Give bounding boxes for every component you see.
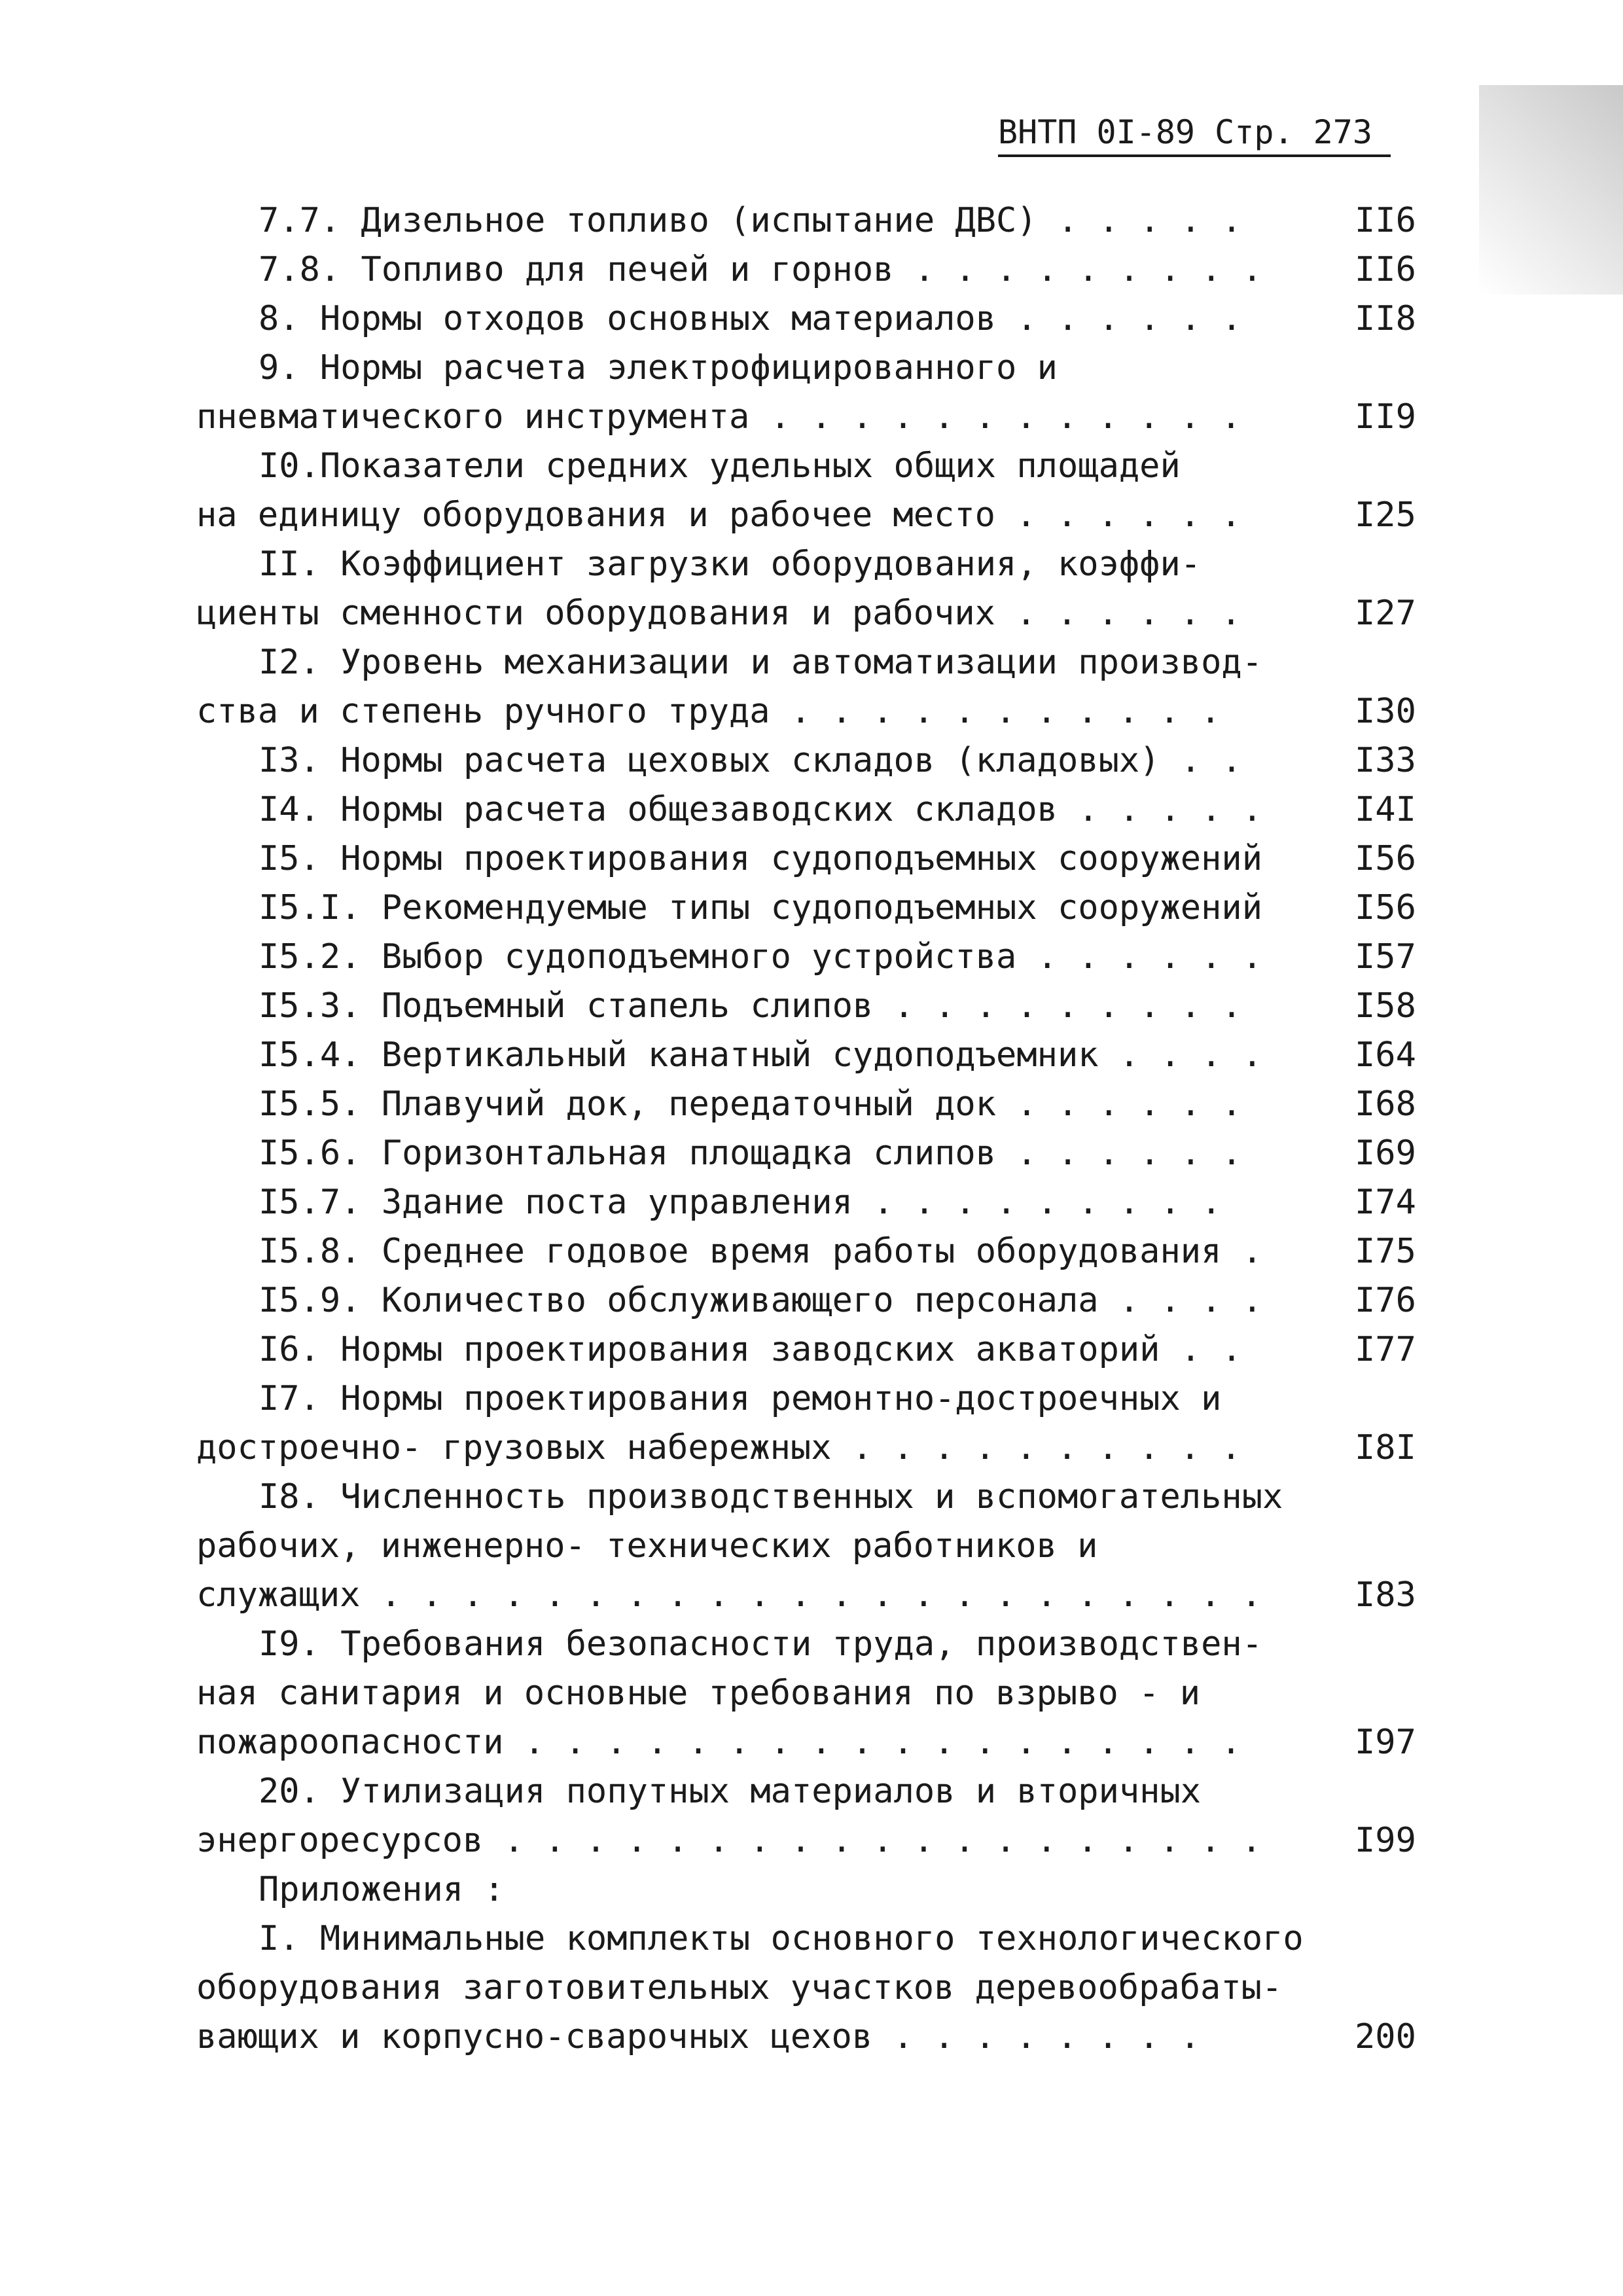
toc-entry-page: I97 [1355,1723,1416,1762]
toc-entry-text: пожароопасности . . . . . . . . . . . . . . . . . . [196,1723,1241,1762]
toc-entry [196,1964,1440,2013]
toc-entry [196,1129,1440,1178]
toc-entry [196,1669,1440,1718]
toc-entry-text: 8. Нормы отходов основных материалов . . . . . . [259,299,1242,338]
toc-entry-page: I77 [1355,1330,1416,1369]
toc-entry [196,1178,1440,1227]
toc-entry-page: I75 [1355,1232,1416,1271]
toc-entry-page: I83 [1355,1575,1416,1615]
toc-entry-text: I7. Нормы проектирования ремонтно-достроечных и [259,1379,1222,1418]
toc-entry [196,491,1440,540]
toc-entry-text: 7.8. Топливо для печей и горнов . . . . . . . . . [259,250,1263,289]
toc-entry [196,785,1440,834]
table-of-contents [196,196,1440,2062]
toc-entry-text: достроечно- грузовых набережных . . . . . . . . . . [196,1428,1241,1467]
toc-entry-text: II. Коэффициент загрузки оборудования, коэффи- [259,545,1202,584]
toc-entry-page: II9 [1355,397,1416,437]
toc-entry-page: I69 [1355,1134,1416,1173]
toc-entry [196,1816,1440,1865]
toc-entry-page: I57 [1355,937,1416,977]
toc-entry-text: служащих . . . . . . . . . . . . . . . . . . . . . . [196,1575,1262,1615]
toc-entry [196,1424,1440,1473]
toc-entry [196,1914,1440,1964]
toc-entry [196,982,1440,1031]
toc-entry-text: I5.8. Среднее годовое время работы оборудования . [259,1232,1263,1271]
toc-entry-text: I5.9. Количество обслуживающего персонала . . . . [259,1281,1263,1320]
toc-entry [196,933,1440,982]
toc-entry-text: I5.4. Вертикальный канатный судоподъемник . . . . [259,1035,1263,1075]
toc-entry-text: I5.3. Подъемный стапель слипов . . . . . . . . . [259,986,1242,1026]
toc-entry [196,884,1440,933]
toc-entry-text: I5.I. Рекомендуемые типы судоподъемных сооружений [259,888,1263,927]
toc-entry-text: Приложения : [259,1870,505,1909]
toc-entry-text: I4. Нормы расчета общезаводских складов . . . . . [259,790,1263,829]
toc-entry [196,1325,1440,1374]
toc-entry [196,1620,1440,1669]
toc-entry-page: I68 [1355,1085,1416,1124]
toc-entry-page: I33 [1355,741,1416,780]
toc-entry-page: II6 [1355,201,1416,240]
toc-entry-text: 20. Утилизация попутных материалов и вторичных [259,1772,1202,1811]
toc-entry-page: I25 [1355,495,1416,535]
toc-entry-page: II8 [1355,299,1416,338]
toc-entry [196,1080,1440,1129]
header-text: ВНТП 0I-89 Стр. 273 [998,113,1372,151]
toc-entry-text: I3. Нормы расчета цеховых складов (кладовых) . . [259,741,1242,780]
toc-entry [196,1276,1440,1325]
toc-entry [196,245,1440,295]
toc-entry-text: I. Минимальные комплекты основного технологического [259,1919,1304,1958]
toc-entry-text: энергоресурсов . . . . . . . . . . . . . . . . . . . [196,1821,1262,1860]
toc-entry [196,344,1440,393]
toc-entry-text: ная санитария и основные требования по взрыво - и [196,1674,1201,1713]
toc-entry-text: 7.7. Дизельное топливо (испытание ДВС) . . . . . [259,201,1242,240]
toc-entry [196,1031,1440,1080]
toc-entry [196,1718,1440,1767]
toc-entry [196,540,1440,589]
toc-entry [196,1865,1440,1914]
toc-entry-page: I74 [1355,1183,1416,1222]
toc-entry [196,196,1440,245]
toc-entry-page: I58 [1355,986,1416,1026]
toc-entry-page: I56 [1355,839,1416,878]
toc-entry-text: I5.5. Плавучий док, передаточный док . . . . . . [259,1085,1242,1124]
toc-entry-page: I4I [1355,790,1416,829]
toc-entry [196,1227,1440,1276]
toc-entry-text: I5. Нормы проектирования судоподъемных сооружений [259,839,1263,878]
toc-entry-text: вающих и корпусно-сварочных цехов . . . . . . . . [196,2017,1201,2056]
toc-entry-page: I30 [1355,692,1416,731]
toc-entry [196,295,1440,344]
toc-entry [196,589,1440,638]
toc-entry [196,1767,1440,1816]
toc-entry-page: II6 [1355,250,1416,289]
scan-shadow [1479,85,1623,295]
toc-entry-text: ства и степень ручного труда . . . . . . . . . . . [196,692,1221,731]
toc-entry-text: на единицу оборудования и рабочее место . . . . . . [196,495,1241,535]
toc-entry-text: циенты сменности оборудования и рабочих . . . . . . [196,594,1241,633]
toc-entry-text: пневматического инструмента . . . . . . . . . . . . [196,397,1241,437]
toc-entry-text: рабочих, инженерно- технических работников и [196,1526,1098,1566]
toc-entry [196,1473,1440,1522]
toc-entry-text: I2. Уровень механизации и автоматизации производ- [259,643,1263,682]
toc-entry-text: I8. Численность производственных и вспомогательных [259,1477,1283,1516]
toc-entry-text: I5.7. Здание поста управления . . . . . . . . . [259,1183,1222,1222]
toc-entry [196,834,1440,884]
toc-entry [196,736,1440,785]
toc-entry-page: I76 [1355,1281,1416,1320]
toc-entry-text: I6. Нормы проектирования заводских акваторий . . [259,1330,1242,1369]
toc-entry [196,2013,1440,2062]
toc-entry-text: I5.6. Горизонтальная площадка слипов . . . . . . [259,1134,1242,1173]
toc-entry-text: оборудования заготовительных участков деревообрабаты- [196,1968,1283,2007]
toc-entry [196,687,1440,736]
toc-entry [196,442,1440,491]
toc-entry-text: I9. Требования безопасности труда, производствен- [259,1624,1263,1664]
page-header [998,111,1391,157]
toc-entry-text: I5.2. Выбор судоподъемного устройства . . . . . . [259,937,1263,977]
toc-entry-page: I27 [1355,594,1416,633]
toc-entry [196,393,1440,442]
toc-entry [196,638,1440,687]
toc-entry-page: I56 [1355,888,1416,927]
toc-entry [196,1571,1440,1620]
toc-entry-page: I8I [1355,1428,1416,1467]
toc-entry [196,1522,1440,1571]
toc-entry-page: 200 [1355,2017,1416,2056]
toc-entry-text: I0.Показатели средних удельных общих площадей [259,446,1181,486]
toc-entry-page: I64 [1355,1035,1416,1075]
toc-entry [196,1374,1440,1424]
toc-entry-page: I99 [1355,1821,1416,1860]
toc-entry-text: 9. Нормы расчета электрофицированного и [259,348,1058,387]
